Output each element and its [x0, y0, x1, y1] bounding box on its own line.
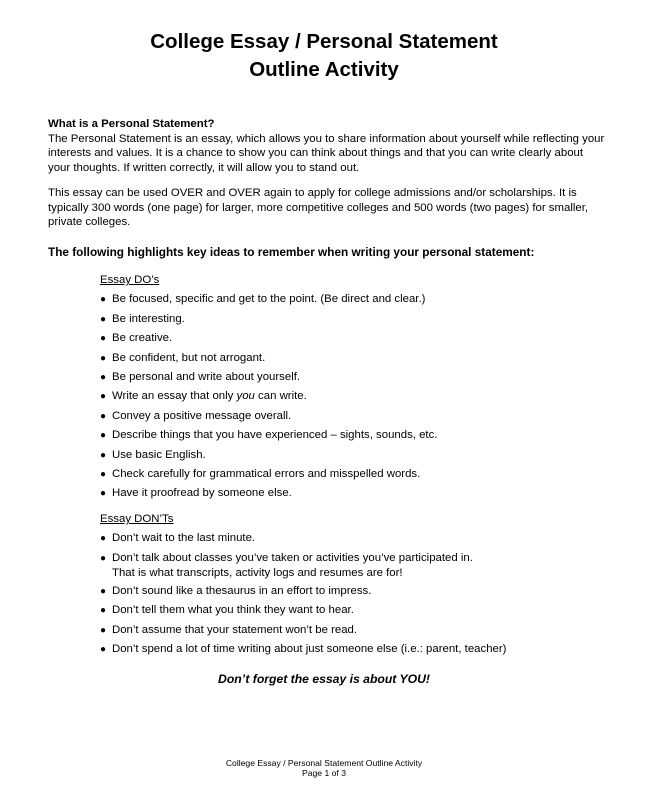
title-line-2: Outline Activity	[249, 58, 399, 81]
intro-paragraph-2: This essay can be used OVER and OVER again to apply for college admissions and/or scholarships. It is typically 300 words (one page) for larger, more competitive colleges and 500 words (two pages) for smaller, private colleges.	[48, 187, 589, 229]
bullet-icon: ●	[100, 294, 107, 306]
page-footer	[0, 758, 648, 779]
list-item: ● Convey a positive message overall.	[100, 407, 620, 426]
footer-title: College Essay / Personal Statement Outline Activity	[225, 758, 423, 768]
list-item: ● Be personal and write about yourself.	[100, 368, 620, 387]
list-item: ● Be confident, but not arrogant.	[100, 349, 620, 368]
intro-paragraph-1: The Personal Statement is an essay, which allows you to share information about yourself while reflecting your interests and values. It is a chance to show you can think about things and that you can write clearly about your thoughts. If written correctly, it will allow you to stand out.	[48, 132, 605, 174]
bullet-icon: ●	[100, 469, 107, 481]
bullet-icon: ●	[100, 488, 107, 500]
bullet-icon: ●	[100, 644, 107, 656]
bullet-icon: ●	[100, 449, 107, 461]
highlights-heading: The following highlights key ideas to remember when writing your personal statement:	[48, 245, 535, 259]
bullet-icon: ●	[100, 352, 107, 364]
bullet-icon: ●	[100, 552, 107, 564]
donts-list	[100, 510, 620, 660]
bullet-icon: ●	[100, 430, 107, 442]
donts-heading: Essay DON’Ts	[100, 513, 174, 525]
dos-heading: Essay DO’s	[100, 274, 160, 286]
list-item: ● Don’t assume that your statement won’t be read.	[100, 621, 620, 640]
intro-heading: What is a Personal Statement?	[48, 118, 215, 130]
list-item: ● Don’t talk about classes you’ve taken or activities you’ve participated in. That is what transcripts, activity logs and resumes are for!	[100, 549, 620, 582]
bullet-icon: ●	[100, 533, 107, 545]
bullet-icon: ●	[100, 624, 107, 636]
list-item: ● Don’t sound like a thesaurus in an effort to impress.	[100, 582, 620, 601]
list-item: ● Don’t wait to the last minute.	[100, 529, 620, 548]
list-item: ● Have it proofread by someone else.	[100, 484, 620, 503]
bullet-icon: ●	[100, 410, 107, 422]
list-item: ● Be interesting.	[100, 310, 620, 329]
bullet-icon: ●	[100, 313, 107, 325]
page-number: Page 1 of 3	[302, 768, 346, 779]
intro-section	[48, 117, 608, 175]
dos-list	[100, 271, 620, 504]
bullet-icon: ●	[100, 391, 107, 403]
list-item: ● Check carefully for grammatical errors and misspelled words.	[100, 465, 620, 484]
list-item: ● Be focused, specific and get to the point. (Be direct and clear.)	[100, 290, 620, 309]
list-item: ● Be creative.	[100, 329, 620, 348]
bullet-icon: ●	[100, 585, 107, 597]
document-title	[0, 28, 648, 84]
bullet-icon: ●	[100, 333, 107, 345]
bullet-icon: ●	[100, 372, 107, 384]
list-item: ● Don’t tell them what you think they want to hear.	[100, 601, 620, 620]
list-item: ● Don’t spend a lot of time writing about just someone else (i.e.: parent, teacher)	[100, 640, 620, 659]
list-item: ● Describe things that you have experienced – sights, sounds, etc.	[100, 426, 620, 445]
list-item: ● Use basic English.	[100, 446, 620, 465]
closing-statement: Don’t forget the essay is about YOU!	[218, 672, 430, 686]
title-line-1: College Essay / Personal Statement	[150, 30, 498, 53]
bullet-icon: ●	[100, 605, 107, 617]
list-item: ● Write an essay that only you can write.	[100, 387, 620, 406]
